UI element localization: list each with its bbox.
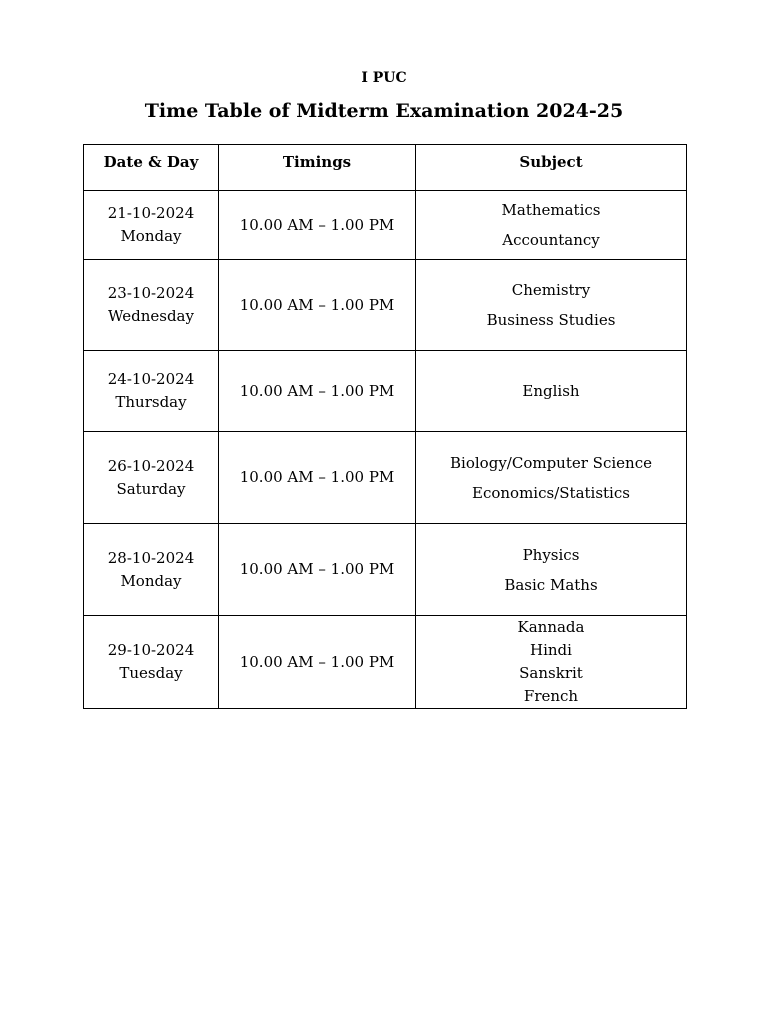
exam-date: 23-10-2024: [107, 284, 195, 302]
subject-cell: [416, 191, 687, 260]
subject-cell: [416, 260, 687, 351]
subject-name: Chemistry: [511, 281, 591, 299]
exam-timetable: [83, 144, 687, 709]
subject-cell: [416, 524, 687, 616]
exam-date: 28-10-2024: [107, 548, 195, 567]
table-row: [84, 191, 687, 260]
column-header-date-day: Date & Day: [84, 145, 219, 191]
date-day-cell: [84, 260, 219, 351]
date-day-cell: [84, 351, 219, 432]
timing-cell: 10.00 AM – 1.00 PM: [219, 524, 416, 616]
timing-cell: 10.00 AM – 1.00 PM: [219, 432, 416, 524]
subject-name: Sanskrit: [519, 664, 583, 682]
class-label: I PUC: [361, 70, 407, 86]
exam-date: 26-10-2024: [107, 456, 195, 475]
subject-name: Economics/Statistics: [472, 483, 630, 502]
table-header-row: [84, 145, 687, 191]
table-row: [84, 351, 687, 432]
subject-name: Kannada: [517, 618, 585, 636]
table-row: [84, 524, 687, 616]
subject-name: Business Studies: [486, 311, 616, 329]
table-row: [84, 432, 687, 524]
timing-cell: 10.00 AM – 1.00 PM: [219, 191, 416, 260]
exam-date: 24-10-2024: [107, 370, 195, 388]
document-title: Time Table of Midterm Examination 2024-25: [144, 100, 624, 122]
exam-date: 29-10-2024: [107, 641, 195, 659]
column-header-subject: Subject: [416, 145, 687, 191]
subject-name: Basic Maths: [504, 575, 598, 594]
timing-cell: 10.00 AM – 1.00 PM: [219, 616, 416, 709]
exam-day: Monday: [120, 571, 182, 590]
subject-name: Biology/Computer Science: [450, 453, 652, 472]
date-day-cell: [84, 191, 219, 260]
exam-day: Wednesday: [108, 307, 194, 325]
exam-day: Monday: [120, 227, 182, 245]
subject-name: Mathematics: [501, 201, 601, 219]
exam-date: 21-10-2024: [107, 204, 195, 222]
date-day-cell: [84, 616, 219, 709]
date-day-cell: [84, 432, 219, 524]
table-row: [84, 616, 687, 709]
subject-name: Physics: [522, 545, 580, 564]
timing-cell: 10.00 AM – 1.00 PM: [219, 351, 416, 432]
subject-name: French: [523, 687, 579, 705]
exam-day: Thursday: [115, 393, 187, 411]
subject-cell: [416, 432, 687, 524]
date-day-cell: [84, 524, 219, 616]
subject-name: Accountancy: [502, 231, 600, 249]
timing-cell: 10.00 AM – 1.00 PM: [219, 260, 416, 351]
subject-name: English: [522, 382, 580, 400]
column-header-timings: Timings: [219, 145, 416, 191]
exam-day: Saturday: [116, 479, 186, 498]
subject-cell: [416, 616, 687, 709]
subject-cell: [416, 351, 687, 432]
subject-name: Hindi: [530, 641, 572, 659]
exam-day: Tuesday: [119, 664, 183, 682]
table-row: [84, 260, 687, 351]
